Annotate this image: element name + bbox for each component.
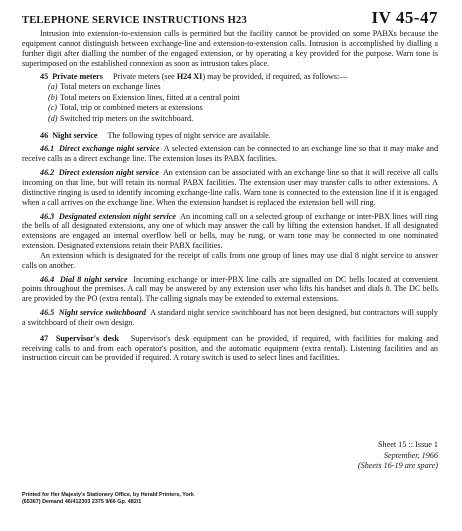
section-47 — [22, 334, 438, 364]
section-46-3 — [22, 212, 438, 251]
section-46 — [22, 131, 438, 141]
section-45-text-before: Private meters (see — [112, 72, 177, 82]
section-45 — [22, 72, 438, 82]
list-item — [22, 93, 438, 104]
list-item-text: Total meters on Extension lines, fitted at a central point — [60, 92, 240, 102]
section-46-text: The following types of night service are available. — [107, 130, 271, 140]
section-46-4 — [22, 275, 438, 305]
section-46-2-heading: Direct extension night service — [58, 168, 159, 178]
section-46-heading: Night service — [52, 130, 98, 140]
issue-number: Issue 1 — [415, 440, 438, 449]
section-46-2 — [22, 168, 438, 207]
section-46-3-number: 46.3 — [40, 211, 55, 221]
section-46-4-number: 46.4 — [40, 274, 55, 284]
list-item — [22, 114, 438, 125]
section-46-5-number: 46.5 — [40, 308, 55, 318]
section-46-3-heading: Designated extension night service — [58, 211, 176, 221]
printer-imprint — [22, 492, 194, 506]
section-46-number: 46 — [40, 130, 49, 140]
section-46-3-paragraph-2: An extension which is designated for the receipt of calls from one group of lines may use dial 8 night service to answer calls on another. — [22, 250, 438, 270]
document-title: TELEPHONE SERVICE INSTRUCTIONS H23 — [22, 15, 247, 26]
list-marker: (a) — [48, 82, 58, 92]
section-46-1-heading: Direct exchange night service — [58, 144, 160, 154]
section-46-1-number: 46.1 — [40, 144, 55, 154]
private-meters-list — [22, 82, 438, 124]
section-46-5-text: A standard night service switchboard has not been designed, but contractors will supply a switchboard of their own design. — [22, 308, 438, 327]
section-45-heading: Private meters — [52, 72, 103, 82]
page-header — [22, 8, 438, 28]
list-marker: (d) — [48, 114, 58, 123]
section-46-5 — [22, 308, 438, 328]
section-code: IV 45-47 — [371, 8, 438, 27]
section-47-text: Supervisor's desk equipment can be provided, if required, with facilities for making and receiving calls to and from each operator's position, and the automatic equipment (extra rental). Listening facilities and an instruction circuit can be provided if required. A rotary switch is used to select lines and facilities. — [22, 333, 439, 363]
sheet-issue-line: Sheet 15 :: Issue 1 — [377, 440, 438, 449]
section-45-number: 45 — [40, 72, 49, 82]
list-item — [22, 82, 438, 93]
section-46-2-number: 46.2 — [40, 168, 55, 178]
section-47-number: 47 — [40, 333, 49, 343]
list-marker: (b) — [48, 92, 58, 102]
section-46-5-heading: Night service switchboard — [58, 308, 146, 318]
printer-line-1: Printed for Her Majesty's Stationery Office, by Herald Printers, York — [22, 492, 194, 498]
section-47-heading: Supervisor's desk — [55, 333, 119, 343]
document-body — [22, 29, 438, 363]
section-46-1-text: A selected extension can be connected to an exchange line so that it may make and receive calls as a direct exchange line. The extension loses its PABX facilities. — [22, 144, 439, 164]
spare-sheets-note: (Sheets 16-19 are spare) — [357, 461, 438, 470]
list-item — [22, 103, 438, 114]
issue-date: September, 1966 — [383, 450, 438, 460]
sheet-info — [358, 440, 438, 472]
printer-line-2: (65367) Demand 46/412303 2375 9/66 Gp. 482/1 — [22, 498, 142, 505]
section-45-reference: H24 XI — [176, 72, 203, 82]
section-46-1 — [22, 144, 438, 164]
section-45-text-after: ) may be provided, if required, as follows:— — [202, 72, 348, 82]
list-item-text: Total, trip or combined meters at extensions — [60, 103, 203, 113]
list-item-text: Total meters on exchange lines — [60, 82, 161, 92]
list-item-text: Switched trip meters on the switchboard. — [60, 114, 194, 123]
section-46-2-text: An extension can be associated with an exchange line so that it will receive all calls incoming on that line, but will retain its normal PABX facilities. The extension user may transfer calls to other extensions. A distinctive ringing is used to identify incoming exchange-line calls. Warn tone is connected to the extension line if it is engaged when a call arrives on the exchange line. When the extension handset is replaced the extension bell will ring. — [22, 168, 438, 207]
sheet-number: Sheet 15 — [377, 440, 407, 449]
intro-paragraph: Intrusion into extension-to-extension calls is permitted but the facility cannot be provided on some PABXs because the equipment cannot distinguish between exchange-line and extension-to-extension calls. Intrusion is accomplished by dialling a further digit after dialling the number of the engaged extension, or by operating a key provided for the purpose. Warn tone is superimposed on the established connexion as soon as intrusion takes place. — [22, 29, 438, 68]
list-marker: (c) — [48, 103, 58, 113]
section-46-3-text: An incoming call on a selected group of exchange or inter-PBX lines will ring the bells of all designated extensions, any one of which may answer the call by lifting the extension handset. If all designated extensions are engaged an internal overflow bell or bells, may be rung, or warn tone may be connected to one nominated extension. Designated extensions retain their PABX facilities. — [22, 211, 438, 251]
section-46-4-heading: Dial 8 night service — [59, 274, 128, 284]
section-46-4-text: Incoming exchange or inter-PBX line calls are signalled on DC bells located at convenient points throughout the premises. A call may be answered by any extension user who lifts his handset and dials 8. The DC bells are provided by the PO (extra rental). The calling signals may be extended to external extensions. — [22, 274, 439, 304]
